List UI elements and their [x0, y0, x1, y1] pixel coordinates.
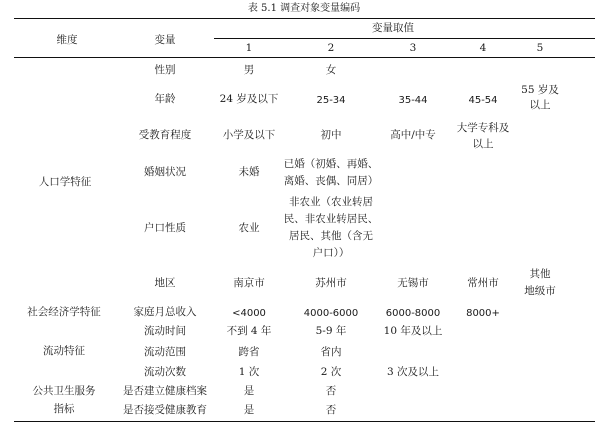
table-title: 表 5.1 调查对象变量编码 [247, 3, 361, 14]
row-gender-v2: 女 [325, 64, 337, 76]
row-gender-v1: 男 [243, 64, 255, 76]
header-code-4: 4 [479, 42, 487, 54]
header-code-2: 2 [327, 42, 335, 54]
row-region-label: 地区 [154, 277, 176, 289]
row-mig-time-label: 流动时间 [144, 325, 186, 337]
row-income-v2: 4000-6000 [303, 308, 359, 319]
row-mig-range-v2: 省内 [320, 346, 342, 358]
row-marital-label: 婚姻状况 [144, 166, 186, 178]
group-socioeconomic: 社会经济学特征 [27, 306, 101, 318]
row-health-edu-label: 是否接受健康教育 [123, 404, 207, 416]
header-values-group: 变量取值 [372, 22, 414, 34]
header-variable: 变量 [154, 34, 176, 46]
row-hukou-v2-line3: 居民、其他（含无 [289, 230, 373, 242]
row-hukou-v2-line1: 非农业（农业转居 [289, 196, 373, 208]
row-health-edu-v2: 否 [325, 404, 337, 416]
row-age-v5-line2: 以上 [529, 99, 551, 111]
row-region-v5-line1: 其他 [529, 268, 551, 280]
header-code-5: 5 [536, 42, 544, 54]
row-marital-v2-line1: 已婚（初婚、再婚、 [283, 158, 379, 170]
header-dimension: 维度 [56, 34, 78, 46]
bottom-rule [14, 421, 595, 422]
row-age-v4: 45-54 [468, 95, 498, 106]
group-mobility: 流动特征 [43, 345, 85, 357]
row-income-v1: <4000 [232, 308, 266, 319]
row-income-v4: 8000+ [466, 308, 500, 319]
row-education-v4-line2: 以上 [472, 138, 494, 150]
row-education-v3: 高中/中专 [390, 129, 436, 141]
header-sub-rule [214, 38, 595, 39]
row-income-label: 家庭月总收入 [133, 306, 197, 318]
row-mig-count-v1: 1 次 [238, 366, 260, 378]
row-mig-count-v2: 2 次 [320, 366, 342, 378]
row-health-file-v1: 是 [243, 385, 255, 397]
row-hukou-v2-line4: 户口）） [312, 247, 350, 259]
row-education-v2: 初中 [320, 129, 342, 141]
row-hukou-label: 户口性质 [144, 222, 186, 234]
row-mig-range-v1: 跨省 [238, 346, 260, 358]
row-mig-time-v3: 10 年及以上 [383, 325, 443, 337]
row-income-v3: 6000-8000 [385, 308, 441, 319]
row-education-v4-line1: 大学专科及 [456, 122, 510, 134]
row-region-v3: 无锡市 [397, 277, 429, 289]
row-gender-label: 性别 [154, 64, 176, 76]
row-health-file-label: 是否建立健康档案 [123, 385, 207, 397]
header-code-1: 1 [245, 42, 253, 54]
row-age-label: 年龄 [154, 93, 176, 105]
row-region-v4: 常州市 [467, 277, 499, 289]
row-mig-time-v1: 不到 4 年 [226, 325, 272, 337]
row-region-v2: 苏州市 [315, 277, 347, 289]
row-marital-v2-line2: 离婚、丧偶、同居） [283, 175, 379, 187]
row-hukou-v2-line2: 民、非农业转居民、 [283, 213, 379, 225]
top-rule [14, 18, 595, 19]
row-mig-time-v2: 5-9 年 [315, 325, 347, 337]
row-marital-v1: 未婚 [238, 166, 260, 178]
row-region-v5-line2: 地级市 [524, 285, 556, 297]
row-education-label: 受教育程度 [138, 129, 192, 141]
row-health-edu-v1: 是 [243, 404, 255, 416]
row-age-v1: 24 岁及以下 [219, 93, 279, 105]
row-health-file-v2: 否 [325, 385, 337, 397]
row-education-v1: 小学及以下 [222, 129, 276, 141]
header-code-3: 3 [409, 42, 417, 54]
row-age-v2: 25-34 [316, 95, 346, 106]
group-public-health-line2: 指标 [53, 403, 75, 415]
row-age-v3: 35-44 [398, 95, 428, 106]
group-demographic: 人口学特征 [38, 176, 92, 188]
row-age-v5-line1: 55 岁及 [521, 84, 559, 96]
header-bottom-rule [14, 57, 595, 58]
row-mig-count-v3: 3 次及以上 [386, 366, 440, 378]
row-mig-count-label: 流动次数 [144, 366, 186, 378]
row-hukou-v1: 农业 [238, 222, 260, 234]
row-region-v1: 南京市 [233, 277, 265, 289]
group-public-health-line1: 公共卫生服务 [32, 385, 96, 397]
row-mig-range-label: 流动范围 [144, 346, 186, 358]
